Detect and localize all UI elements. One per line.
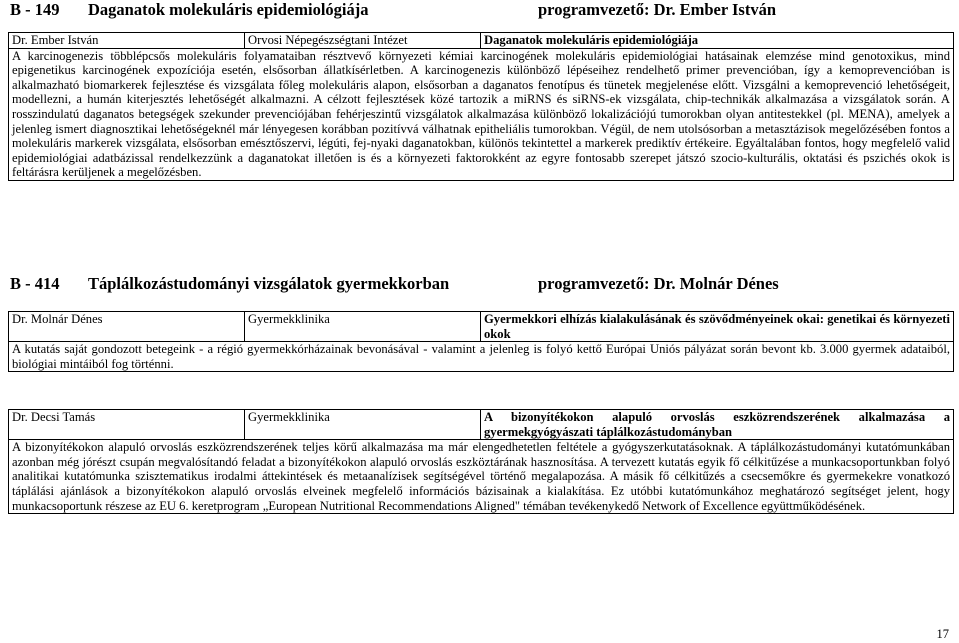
- project-description: A bizonyítékokon alapuló orvoslás eszközrendszerének teljes körű alkalmazása ma már elengedhetetlen feltétele a gyógyszerkutatásoknak. A táplálkozástudományi kutatómunkában azonban még jórészt csupán megvalósítandó feladat a bizonyítékokon alapuló orvoslás eszköztárának hasznosítása. A tervezett kutatás egyik fő célkitűzése a munkacsoportunkban folyó analitikai kutatómunka szisztematikus irodalmi áttekintések és metaanalízisek segítségével történő megalapozása. A másik fő célkitűzés a csecsemőkre és gyermekekre vonatkozó táplálási ajánlások a bizonyítékokon alapuló orvoslás elveinek megfelelő információs bázisainak a kialakítása. Ez utóbbi kutatómunkához meghatározó segítséget jelent, hogy munkacsoportunk részese az EU 6. keretprogram „European Nutritional Recommendations Aligned" témában tevékenykedő Network of Excellence együttműködésének.: [9, 440, 954, 514]
- institute-name: Orvosi Népegészségtani Intézet: [245, 33, 481, 49]
- program-title: Daganatok molekuláris epidemiológiája: [88, 0, 369, 19]
- project-table-ember: [8, 32, 954, 181]
- project-description-row: [9, 48, 954, 180]
- researcher-name: Dr. Decsi Tamás: [9, 410, 245, 440]
- page-number: 17: [936, 627, 949, 641]
- institute-name: Gyermekklinika: [245, 410, 481, 440]
- project-description-row: [9, 440, 954, 514]
- institute-name: Gyermekklinika: [245, 312, 481, 342]
- program-code: B - 149: [10, 0, 60, 19]
- project-header-row: [9, 33, 954, 49]
- project-table-decsi: [8, 409, 954, 514]
- program-heading-b414: [10, 274, 940, 294]
- researcher-name: Dr. Molnár Dénes: [9, 312, 245, 342]
- program-lead: programvezető: Dr. Molnár Dénes: [538, 274, 779, 293]
- project-header-row: [9, 410, 954, 440]
- project-topic: A bizonyítékokon alapuló orvoslás eszközrendszerének alkalmazása a gyermekgyógyászati táplálkozástudományban: [481, 410, 954, 440]
- program-title: Táplálkozástudományi vizsgálatok gyermekkorban: [88, 274, 450, 293]
- project-topic: Gyermekkori elhízás kialakulásának és szövődményeinek okai: genetikai és környezeti okok: [481, 312, 954, 342]
- project-table-molnar: [8, 311, 954, 372]
- project-description: A karcinogenezis többlépcsős molekuláris folyamataiban résztvevő környezeti kémiai karcinogének molekuláris epidemiológiai hatásainak elemzése mind genotoxikus, mind epigenetikus karcinogének expozíciója esetén, elsősorban állatkísérletben. A karcinogenezis különböző lépéseihez rendelhető primer prevencióban, így a kemoprevencióban is alkalmazható biomarkerek fejlesztése és vizsgálata főleg molekuláris alapon, elsősorban a daganatos fenotípus és tünetek megjelenése előtt. Vizsgálni a kemoprevenció lehetőségeit, modellezni, a humán kiterjesztés lehetőségét alkalmazni. A célzott fejlesztések közé tartozik a miRNS és siRNS-ek vizsgálata, chip-technikák alkalmazása a vizsgálatok során. A rosszindulatú daganatos betegségek szekunder prevenciójában fehérjeszintű vizsgálatok alkalmazása különböző lokalizációjú tumorokban olyan antitestekkel (pl. MENA), amelyek a jelenleg ismert diagnosztikai lehetőségeknél már lényegesen korábban pozitívvá válhatnak epitheliális tumorokban. Végül, de nem utolsósorban a metasztázisok megelőzésében fontos a molekuláris markerek vizsgálata, elsősorban emésztőszervi, légúti, fej-nyaki daganatokban, különös tekintettel a markerek prediktív értékeire. Egyáltalában fontos, hogy megfelelő valid epidemiológiai adatbázissal rendelkezzünk a daganatokat illetően is és a környezeti faktorokként az egyre fontosabb szerepet játszó szocio-kulturális, oktatási és pszichés okok is feltárásra kerüljenek a megelőzésben.: [9, 48, 954, 180]
- project-description-row: [9, 342, 954, 372]
- researcher-name: Dr. Ember István: [9, 33, 245, 49]
- program-code: B - 414: [10, 274, 60, 293]
- project-description: A kutatás saját gondozott betegeink - a régió gyermekkórházainak bevonásával - valamint a jelenleg is folyó kettő Európai Uniós pályázat során bevont kb. 3.000 gyermek adataiból, biológiai mintáiból fog történni.: [9, 342, 954, 372]
- program-lead: programvezető: Dr. Ember István: [538, 0, 776, 19]
- project-topic: Daganatok molekuláris epidemiológiája: [481, 33, 954, 49]
- project-header-row: [9, 312, 954, 342]
- program-heading-b149: [10, 0, 940, 20]
